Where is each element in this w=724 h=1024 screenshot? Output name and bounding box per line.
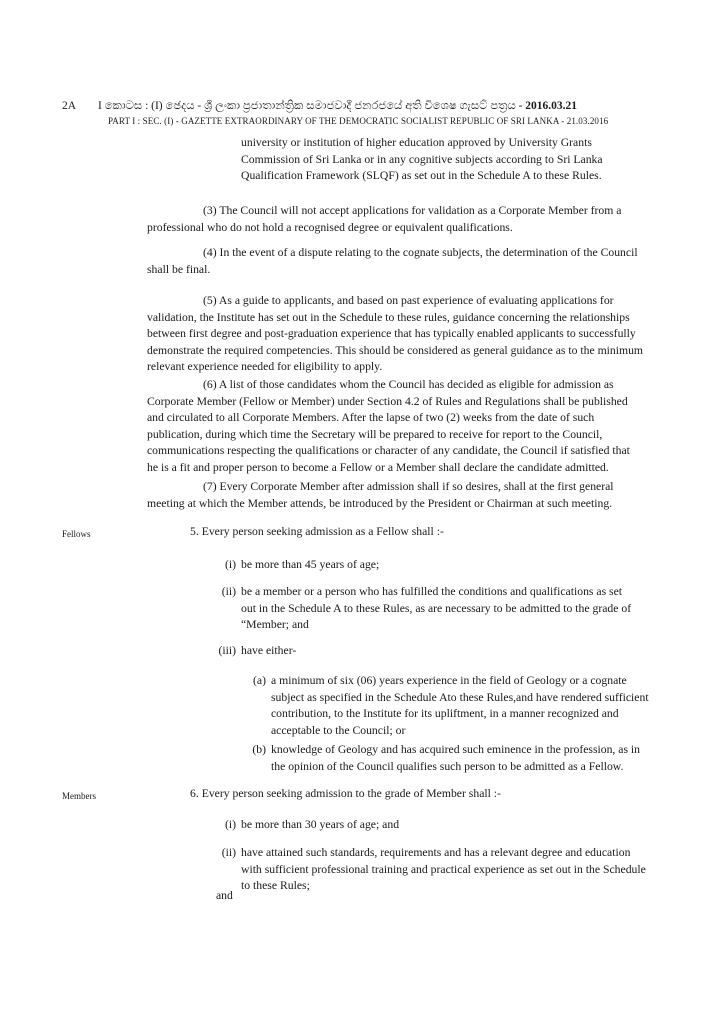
- fellows-item-ii: be a member or a person who has fulfilled the conditions and qualifications as set out in the Schedule A to these Rules, as are necessary to be admitted to the grade of “Member; and: [241, 585, 632, 632]
- margin-note-members: Members: [62, 791, 96, 801]
- paragraph-4: (4) In the event of a dispute relating to the cognate subjects, the determination of the Council shall be final.: [147, 246, 638, 276]
- fellows-item-a-label: (a): [253, 674, 266, 687]
- fellows-item-a: a minimum of six (06) years experience in the field of Geology or a cognate subject as specified in the Schedule Ato these Rules,and have rendered sufficient contribution, to the Institute for its upliftment, in a manner recognized and acceptable to the Council; or: [271, 674, 649, 737]
- fellows-item-i: be more than 45 years of age;: [241, 558, 380, 571]
- members-connector-and: and: [216, 889, 233, 902]
- paragraph-7: (7) Every Corporate Member after admission shall if so desires, shall at the first general meeting at which the Member attends, be introduced by the President or Chairman at such meeting.: [147, 480, 614, 510]
- continuation-paragraph: university or institution of higher education approved by University Grants Commission of Sri Lanka or in any cognitive subjects according to Sri Lanka Qualification Framework (SLQF) as set out in the Schedule A to these Rules.: [241, 136, 603, 183]
- margin-note-fellows: Fellows: [62, 529, 91, 539]
- sinhala-header: I කොටස : (I) ඡෙදය - ශ්‍රී ලංකා ප්‍රජාතාන්ත්‍රික සමාජවාදී ජනරජයේ අති විශෙෂ ගැසට් පත්‍රය -: [98, 100, 523, 112]
- fellows-item-b: knowledge of Geology and has acquired such eminence in the profession, as in the opinion of the Council qualifies such person to be admitted as a Fellow.: [271, 743, 641, 773]
- english-header: PART I : SEC. (I) - GAZETTE EXTRAORDINARY OF THE DEMOCRATIC SOCIALIST REPUBLIC OF SRI LANKA - 21.03.2016: [108, 116, 609, 126]
- section-5-intro: 5. Every person seeking admission as a Fellow shall :-: [190, 525, 444, 538]
- fellows-item-b-label: (b): [252, 743, 266, 756]
- fellows-item-i-label: (i): [224, 558, 236, 571]
- fellows-item-ii-label: (ii): [221, 585, 236, 598]
- paragraph-3: (3) The Council will not accept applications for validation as a Corporate Member from a professional who do not hold a recognised degree or equivalent qualifications.: [147, 204, 622, 234]
- members-item-i-label: (i): [224, 818, 236, 831]
- members-item-ii-label: (ii): [221, 846, 236, 859]
- page-number: 2A: [62, 100, 77, 112]
- fellows-item-iii-label: (iii): [218, 644, 236, 657]
- fellows-item-iii: have either-: [241, 644, 297, 657]
- paragraph-6: (6) A list of those candidates whom the Council has decided as eligible for admission as Corporate Member (Fellow or Member) under Section 4.2 of Rules and Regulations shall be published and circulated to all Corporate Members. After the lapse of two (2) weeks from the date of such publication, during which time the Secretary will be prepared to receive for report to the Council, communications respecting the qualifications or character of any candidate, the Council if satisfied that he is a fit and proper person to become a Fellow or a Member shall declare the candidate admitted.: [147, 378, 630, 474]
- members-item-ii: have attained such standards, requirements and has a relevant degree and education with sufficient professional training and practical experience as set out in the Schedule to these Rules;: [241, 846, 646, 893]
- page-header: [62, 99, 662, 113]
- paragraph-5: (5) As a guide to applicants, and based on past experience of evaluating applications for validation, the Institute has set out in the Schedule to these rules, guidance concerning the relationships between first degree and post-graduation experience that has typically enabled applicants to successfully demonstrate the required competencies. This should be considered as general guidance as to the minimum relevant experience needed for eligibility to apply.: [147, 294, 644, 374]
- sinhala-header-date: 2016.03.21: [525, 100, 578, 112]
- section-6-intro: 6. Every person seeking admission to the grade of Member shall :-: [190, 787, 501, 800]
- members-item-i: be more than 30 years of age; and: [241, 818, 400, 831]
